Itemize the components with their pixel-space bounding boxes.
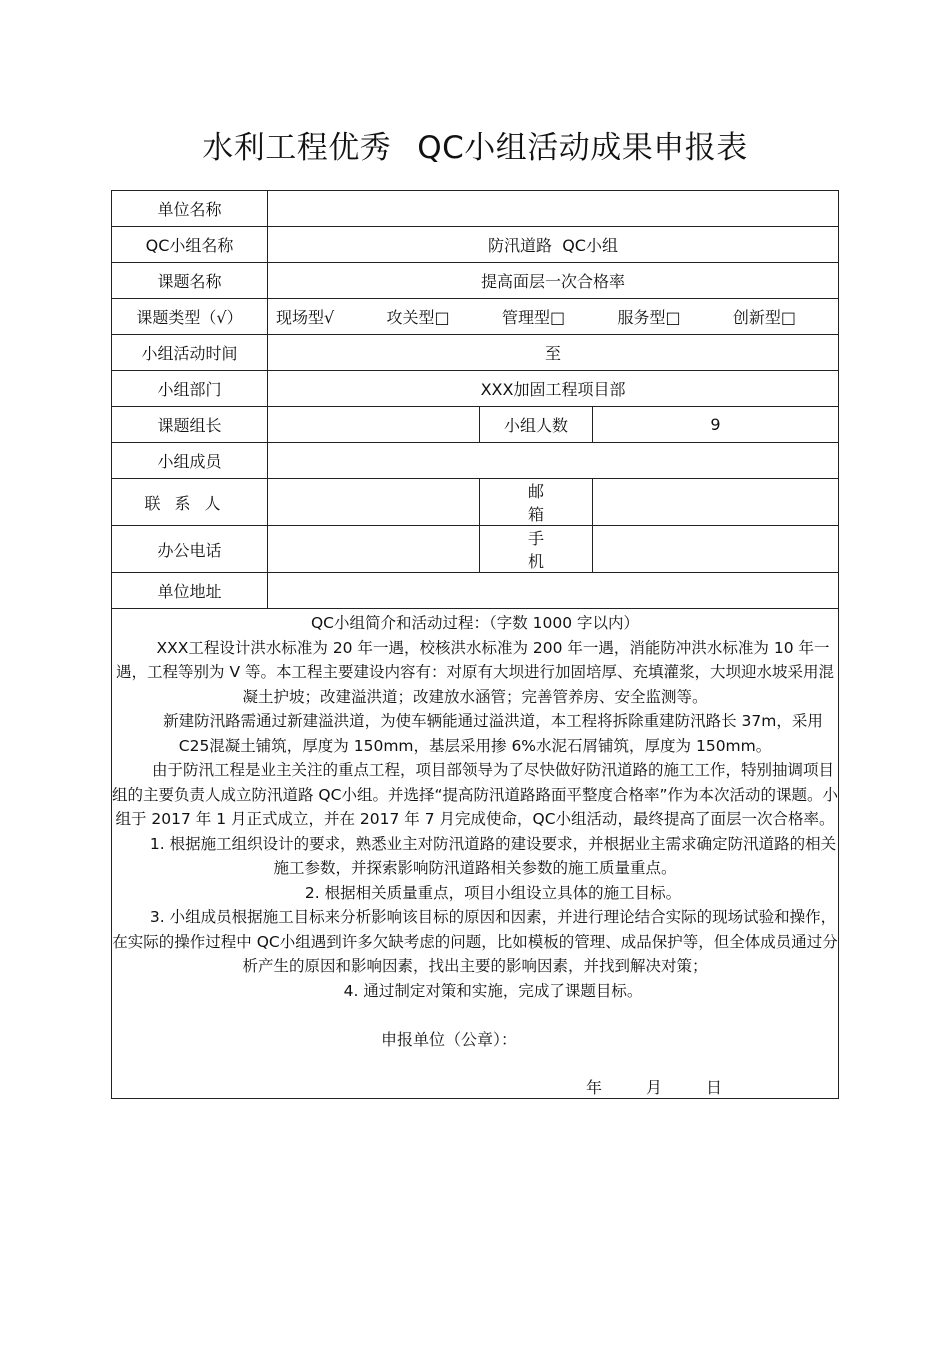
row-group-name: [112, 227, 839, 263]
date-day: 日: [706, 1078, 723, 1097]
office-phone-field[interactable]: [268, 526, 480, 573]
row-unit-name: [112, 191, 839, 227]
contact-label: 联系人: [112, 479, 268, 526]
title-part1: 水利工程优秀: [202, 130, 392, 166]
leader-label: 课题组长: [112, 407, 268, 443]
row-leader: [112, 407, 839, 443]
leader-field[interactable]: [268, 407, 480, 443]
row-members: [112, 443, 839, 479]
application-form: [111, 190, 839, 1099]
mobile-label: 手机: [480, 526, 593, 573]
description-cell: [112, 609, 839, 1099]
activity-time-label: 小组活动时间: [112, 335, 268, 371]
type-option-service[interactable]: 服务型□: [617, 308, 681, 327]
row-activity-time: [112, 335, 839, 371]
member-count-label: 小组人数: [480, 407, 593, 443]
type-option-innovation[interactable]: 创新型□: [732, 308, 797, 327]
description-step-3: 3. 小组成员根据施工目标来分析影响该目标的原因和因素，并进行理论结合实际的现场试验和操作，在实际的操作过程中 QC小组遇到许多欠缺考虑的问题，比如模板的管理、成品保护等，但全体成员通过分析产生的原因和影响因素，找出主要的影响因素，并找到解决对策；: [112, 908, 838, 975]
department-field[interactable]: XXX加固工程项目部: [268, 371, 839, 407]
email-field[interactable]: [593, 479, 839, 526]
row-address: [112, 573, 839, 609]
activity-time-field[interactable]: 至: [268, 335, 839, 371]
address-label: 单位地址: [112, 573, 268, 609]
mobile-field[interactable]: [593, 526, 839, 573]
contact-field[interactable]: [268, 479, 480, 526]
member-count-field[interactable]: 9: [593, 407, 839, 443]
description-step-4: 4. 通过制定对策和实施，完成了课题目标。: [343, 981, 643, 1000]
row-phone: [112, 526, 839, 573]
description-step-2: 2. 根据相关质量重点，项目小组设立具体的施工目标。: [304, 883, 682, 902]
address-field[interactable]: [268, 573, 839, 609]
type-option-onsite[interactable]: 现场型√: [276, 308, 335, 327]
description-step-1: 1. 根据施工组织设计的要求，熟悉业主对防汛道路的建设要求，并根据业主需求确定防汛道路的相关施工参数，并探索影响防汛道路相关参数的施工质量重点。: [149, 834, 837, 877]
date-month: 月: [646, 1078, 663, 1097]
row-topic-type: [112, 299, 839, 335]
page-title: [0, 122, 950, 167]
title-part2: QC小组活动成果申报表: [417, 130, 748, 166]
type-option-tackle[interactable]: 攻关型□: [386, 308, 450, 327]
description-intro: QC小组简介和活动过程：（字数 1000 字以内）: [310, 614, 640, 632]
row-topic: [112, 263, 839, 299]
members-field[interactable]: [268, 443, 839, 479]
date-year: 年: [586, 1078, 603, 1097]
topic-field[interactable]: 提高面层一次合格率: [268, 263, 839, 299]
group-name-label: QC小组名称: [112, 227, 268, 263]
members-label: 小组成员: [112, 443, 268, 479]
office-phone-label: 办公电话: [112, 526, 268, 573]
row-description: [112, 609, 839, 1099]
description-paragraph-1: XXX工程设计洪水标准为 20 年一遇，校核洪水标准为 200 年一遇，消能防冲洪水标准为 10 年一遇，工程等别为 V 等。本工程主要建设内容有：对原有大坝进行加固培厚、充填灌浆，大坝迎水坡采用混凝土护坡；改建溢洪道；改建放水涵管；完善管养房、安全监测等。: [116, 638, 834, 706]
unit-name-field[interactable]: [268, 191, 839, 227]
unit-name-label: 单位名称: [112, 191, 268, 227]
topic-label: 课题名称: [112, 263, 268, 299]
date-line: [112, 1075, 838, 1098]
applicant-seal-line: 申报单位（公章）：: [381, 1030, 518, 1049]
row-department: [112, 371, 839, 407]
topic-type-options: [268, 299, 839, 335]
description-paragraph-3: 由于防汛工程是业主关注的重点工程，项目部领导为了尽快做好防汛道路的施工工作，特别抽调项目组的主要负责人成立防汛道路 QC小组。并选择“提高防汛道路路面平整度合格率”作为本次活动的课题。小组于 2017 年 1 月正式成立，并在 2017 年 7 月完成使命，QC小组活动，最终提高了面层一次合格率。: [112, 761, 839, 828]
topic-type-label: 课题类型（√）: [112, 299, 268, 335]
type-option-management[interactable]: 管理型□: [501, 308, 566, 327]
department-label: 小组部门: [112, 371, 268, 407]
description-paragraph-2: 新建防汛路需通过新建溢洪道，为使车辆能通过溢洪道，本工程将拆除重建防汛路长 37m，采用 C25混凝土铺筑，厚度为 150mm，基层采用掺 6%水泥石屑铺筑，厚度为 150mm。: [163, 712, 823, 755]
group-name-field[interactable]: 防汛道路 QC小组: [268, 227, 839, 263]
row-contact: [112, 479, 839, 526]
email-label: 邮箱: [480, 479, 593, 526]
